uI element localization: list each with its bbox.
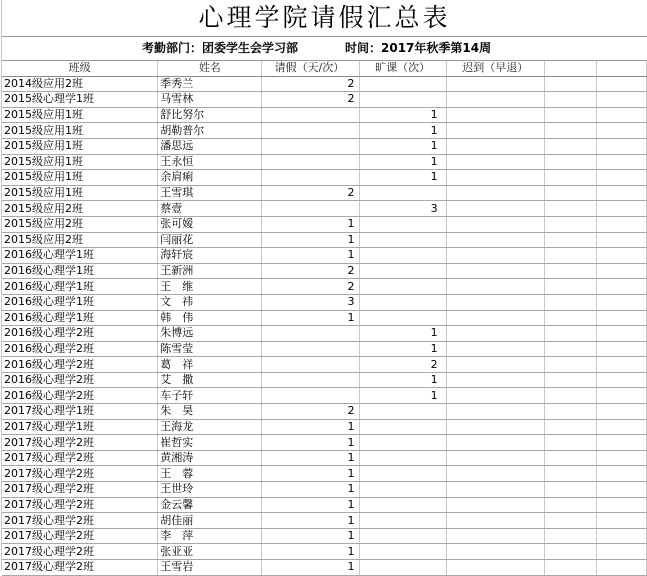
- absent-cell: 3: [359, 201, 446, 217]
- empty-cell: [596, 294, 646, 310]
- empty-cell: [596, 450, 646, 466]
- leave-cell: 2: [262, 404, 359, 420]
- leave-cell: [262, 388, 359, 404]
- table-row: [2, 372, 647, 388]
- empty-cell: [596, 123, 646, 139]
- class-cell: 2016级心理学1班: [2, 294, 158, 310]
- class-cell: 2015级应用2班: [2, 201, 158, 217]
- table-row: [2, 544, 647, 560]
- leave-cell: [262, 341, 359, 357]
- department-label: 考勤部门：团委学生会学习部: [142, 41, 299, 55]
- class-cell: 2016级心理学1班: [2, 248, 158, 264]
- class-cell: 2017级心理学2班: [2, 528, 158, 544]
- leave-cell: 1: [262, 466, 359, 482]
- leave-cell: 2: [262, 92, 359, 108]
- late-cell: [446, 138, 544, 154]
- table-row: [2, 201, 647, 217]
- class-cell: 2017级心理学2班: [2, 466, 158, 482]
- empty-cell: [596, 138, 646, 154]
- empty-cell: [544, 76, 596, 92]
- absent-cell: [359, 404, 446, 420]
- class-cell: 2015级应用1班: [2, 154, 158, 170]
- leave-cell: 1: [262, 528, 359, 544]
- empty-cell: [596, 61, 646, 76]
- class-cell: 2016级心理学2班: [2, 357, 158, 373]
- table-row: [2, 560, 647, 576]
- empty-cell: [596, 435, 646, 451]
- empty-cell: [544, 107, 596, 123]
- name-cell: 朱博远: [158, 326, 262, 342]
- leave-cell: 2: [262, 279, 359, 295]
- leave-cell: 1: [262, 216, 359, 232]
- late-cell: [446, 92, 544, 108]
- table-row: [2, 263, 647, 279]
- table-row: [2, 466, 647, 482]
- empty-cell: [544, 450, 596, 466]
- leave-cell: 1: [262, 497, 359, 513]
- absent-cell: [359, 294, 446, 310]
- table-row: [2, 123, 647, 139]
- table-row: [2, 232, 647, 248]
- class-cell: 2015级应用1班: [2, 170, 158, 186]
- absent-cell: [359, 76, 446, 92]
- late-cell: [446, 76, 544, 92]
- sheet-subtitle: [2, 37, 647, 61]
- name-cell: 王 维: [158, 279, 262, 295]
- name-cell: 季秀兰: [158, 76, 262, 92]
- leave-cell: 1: [262, 544, 359, 560]
- empty-cell: [596, 372, 646, 388]
- absent-cell: 1: [359, 388, 446, 404]
- table-row: [2, 138, 647, 154]
- absent-cell: [359, 466, 446, 482]
- name-cell: 崔哲实: [158, 435, 262, 451]
- name-cell: 王新洲: [158, 263, 262, 279]
- class-cell: 2017级心理学2班: [2, 560, 158, 576]
- table-row: [2, 513, 647, 529]
- absent-cell: [359, 216, 446, 232]
- table-row: [2, 92, 647, 108]
- empty-cell: [544, 294, 596, 310]
- empty-cell: [596, 154, 646, 170]
- leave-cell: 2: [262, 185, 359, 201]
- absent-cell: [359, 263, 446, 279]
- late-cell: [446, 357, 544, 373]
- class-cell: 2015级应用1班: [2, 185, 158, 201]
- late-cell: [446, 294, 544, 310]
- table-row: [2, 326, 647, 342]
- empty-cell: [544, 513, 596, 529]
- empty-cell: [544, 92, 596, 108]
- name-cell: 王 蓉: [158, 466, 262, 482]
- leave-cell: 1: [262, 419, 359, 435]
- leave-table: [2, 61, 647, 576]
- late-cell: [446, 279, 544, 295]
- absent-cell: [359, 185, 446, 201]
- late-cell: [446, 232, 544, 248]
- table-row: [2, 248, 647, 264]
- late-cell: [446, 388, 544, 404]
- empty-cell: [544, 201, 596, 217]
- class-cell: 2016级心理学1班: [2, 310, 158, 326]
- empty-cell: [544, 248, 596, 264]
- table-row: [2, 154, 647, 170]
- empty-cell: [544, 497, 596, 513]
- empty-cell: [596, 482, 646, 498]
- absent-cell: 2: [359, 357, 446, 373]
- empty-cell: [544, 372, 596, 388]
- empty-cell: [596, 76, 646, 92]
- empty-cell: [544, 544, 596, 560]
- table-row: [2, 170, 647, 186]
- table-row: [2, 482, 647, 498]
- late-cell: [446, 216, 544, 232]
- late-cell: [446, 326, 544, 342]
- late-cell: [446, 372, 544, 388]
- late-cell: [446, 466, 544, 482]
- sheet-title: 心理学院请假汇总表: [2, 0, 647, 37]
- class-cell: 2017级心理学2班: [2, 450, 158, 466]
- table-row: [2, 497, 647, 513]
- leave-cell: 1: [262, 560, 359, 576]
- leave-cell: [262, 326, 359, 342]
- name-cell: 葛 祥: [158, 357, 262, 373]
- empty-cell: [596, 466, 646, 482]
- empty-cell: [596, 216, 646, 232]
- name-cell: 胡勒普尔: [158, 123, 262, 139]
- name-cell: 韩 伟: [158, 310, 262, 326]
- table-row: [2, 310, 647, 326]
- late-cell: [446, 404, 544, 420]
- class-cell: 2016级心理学1班: [2, 279, 158, 295]
- empty-cell: [596, 419, 646, 435]
- empty-cell: [544, 388, 596, 404]
- leave-cell: [262, 154, 359, 170]
- absent-cell: 1: [359, 170, 446, 186]
- absent-cell: 1: [359, 326, 446, 342]
- name-cell: 张可嫒: [158, 216, 262, 232]
- empty-cell: [544, 357, 596, 373]
- leave-cell: [262, 170, 359, 186]
- leave-cell: [262, 357, 359, 373]
- class-cell: 2017级心理学2班: [2, 513, 158, 529]
- empty-cell: [596, 404, 646, 420]
- header-absent: 旷课（次）: [359, 61, 446, 76]
- absent-cell: [359, 310, 446, 326]
- header-late: 迟到（早退）: [446, 61, 544, 76]
- late-cell: [446, 482, 544, 498]
- table-row: [2, 419, 647, 435]
- table-row: [2, 107, 647, 123]
- name-cell: 王永恒: [158, 154, 262, 170]
- name-cell: 王世玲: [158, 482, 262, 498]
- late-cell: [446, 435, 544, 451]
- late-cell: [446, 263, 544, 279]
- name-cell: 文 祎: [158, 294, 262, 310]
- late-cell: [446, 154, 544, 170]
- absent-cell: [359, 497, 446, 513]
- empty-cell: [596, 263, 646, 279]
- empty-cell: [544, 482, 596, 498]
- leave-cell: 1: [262, 232, 359, 248]
- name-cell: 胡佳丽: [158, 513, 262, 529]
- header-row: [2, 61, 647, 76]
- empty-cell: [544, 419, 596, 435]
- name-cell: 艾 撒: [158, 372, 262, 388]
- class-cell: 2015级应用1班: [2, 107, 158, 123]
- class-cell: 2015级应用1班: [2, 138, 158, 154]
- late-cell: [446, 341, 544, 357]
- absent-cell: [359, 482, 446, 498]
- absent-cell: [359, 92, 446, 108]
- absent-cell: 1: [359, 154, 446, 170]
- table-row: [2, 357, 647, 373]
- name-cell: 潘思远: [158, 138, 262, 154]
- late-cell: [446, 107, 544, 123]
- leave-cell: [262, 372, 359, 388]
- name-cell: 王雪岩: [158, 560, 262, 576]
- name-cell: 马雪林: [158, 92, 262, 108]
- late-cell: [446, 497, 544, 513]
- empty-cell: [596, 341, 646, 357]
- empty-cell: [544, 61, 596, 76]
- table-row: [2, 450, 647, 466]
- name-cell: 李 萍: [158, 528, 262, 544]
- empty-cell: [544, 170, 596, 186]
- empty-cell: [596, 544, 646, 560]
- leave-cell: 1: [262, 513, 359, 529]
- class-cell: 2014级应用2班: [2, 76, 158, 92]
- header-class: 班级: [2, 61, 158, 76]
- leave-cell: 1: [262, 248, 359, 264]
- late-cell: [446, 528, 544, 544]
- leave-cell: [262, 123, 359, 139]
- late-cell: [446, 513, 544, 529]
- class-cell: 2017级心理学2班: [2, 435, 158, 451]
- table-row: [2, 279, 647, 295]
- leave-cell: [262, 138, 359, 154]
- late-cell: [446, 419, 544, 435]
- empty-cell: [544, 154, 596, 170]
- absent-cell: [359, 528, 446, 544]
- name-cell: 舒比努尔: [158, 107, 262, 123]
- class-cell: 2015级应用1班: [2, 123, 158, 139]
- absent-cell: 1: [359, 372, 446, 388]
- late-cell: [446, 123, 544, 139]
- absent-cell: [359, 419, 446, 435]
- class-cell: 2016级心理学1班: [2, 263, 158, 279]
- leave-cell: 1: [262, 435, 359, 451]
- absent-cell: 1: [359, 341, 446, 357]
- empty-cell: [544, 123, 596, 139]
- empty-cell: [544, 466, 596, 482]
- late-cell: [446, 450, 544, 466]
- absent-cell: [359, 560, 446, 576]
- late-cell: [446, 310, 544, 326]
- absent-cell: [359, 544, 446, 560]
- empty-cell: [596, 357, 646, 373]
- name-cell: 王海龙: [158, 419, 262, 435]
- empty-cell: [596, 560, 646, 576]
- empty-cell: [596, 528, 646, 544]
- empty-cell: [596, 92, 646, 108]
- class-cell: 2016级心理学2班: [2, 372, 158, 388]
- class-cell: 2015级心理学1班: [2, 92, 158, 108]
- absent-cell: [359, 248, 446, 264]
- empty-cell: [596, 170, 646, 186]
- leave-cell: 1: [262, 450, 359, 466]
- table-row: [2, 528, 647, 544]
- table-row: [2, 341, 647, 357]
- empty-cell: [596, 107, 646, 123]
- empty-cell: [596, 232, 646, 248]
- empty-cell: [544, 341, 596, 357]
- table-row: [2, 435, 647, 451]
- absent-cell: 1: [359, 107, 446, 123]
- empty-cell: [544, 279, 596, 295]
- header-leave: 请假（天/次）: [262, 61, 359, 76]
- leave-cell: [262, 107, 359, 123]
- late-cell: [446, 170, 544, 186]
- name-cell: 车子轩: [158, 388, 262, 404]
- empty-cell: [544, 528, 596, 544]
- name-cell: 张亚亚: [158, 544, 262, 560]
- class-cell: 2017级心理学2班: [2, 482, 158, 498]
- table-row: [2, 404, 647, 420]
- empty-cell: [544, 216, 596, 232]
- header-name: 姓名: [158, 61, 262, 76]
- absent-cell: [359, 279, 446, 295]
- class-cell: 2016级心理学2班: [2, 326, 158, 342]
- leave-cell: 2: [262, 263, 359, 279]
- name-cell: 余肩痢: [158, 170, 262, 186]
- empty-cell: [596, 279, 646, 295]
- attendance-sheet: [1, 0, 647, 574]
- empty-cell: [544, 326, 596, 342]
- name-cell: 蔡壹: [158, 201, 262, 217]
- table-row: [2, 294, 647, 310]
- class-cell: 2015级应用2班: [2, 216, 158, 232]
- late-cell: [446, 544, 544, 560]
- absent-cell: 1: [359, 138, 446, 154]
- time-label: 时间：2017年秋季第14周: [345, 41, 492, 55]
- name-cell: 海轩宸: [158, 248, 262, 264]
- late-cell: [446, 185, 544, 201]
- table-row: [2, 185, 647, 201]
- absent-cell: [359, 513, 446, 529]
- empty-cell: [596, 310, 646, 326]
- leave-cell: 1: [262, 310, 359, 326]
- class-cell: 2016级心理学2班: [2, 388, 158, 404]
- name-cell: 王雪琪: [158, 185, 262, 201]
- empty-cell: [544, 435, 596, 451]
- empty-cell: [596, 497, 646, 513]
- late-cell: [446, 201, 544, 217]
- table-row: [2, 216, 647, 232]
- table-row: [2, 388, 647, 404]
- late-cell: [446, 560, 544, 576]
- name-cell: 朱 昊: [158, 404, 262, 420]
- class-cell: 2017级心理学2班: [2, 544, 158, 560]
- leave-cell: 1: [262, 482, 359, 498]
- empty-cell: [544, 310, 596, 326]
- class-cell: 2017级心理学2班: [2, 497, 158, 513]
- empty-cell: [544, 560, 596, 576]
- empty-cell: [596, 248, 646, 264]
- empty-cell: [596, 513, 646, 529]
- class-cell: 2017级心理学1班: [2, 419, 158, 435]
- absent-cell: [359, 232, 446, 248]
- empty-cell: [596, 201, 646, 217]
- leave-cell: [262, 201, 359, 217]
- empty-cell: [596, 388, 646, 404]
- class-cell: 2017级心理学1班: [2, 404, 158, 420]
- class-cell: 2016级心理学2班: [2, 341, 158, 357]
- late-cell: [446, 248, 544, 264]
- empty-cell: [544, 404, 596, 420]
- empty-cell: [544, 185, 596, 201]
- name-cell: 陈雪莹: [158, 341, 262, 357]
- table-row: [2, 76, 647, 92]
- empty-cell: [596, 326, 646, 342]
- leave-cell: 2: [262, 76, 359, 92]
- empty-cell: [544, 263, 596, 279]
- empty-cell: [596, 185, 646, 201]
- name-cell: 金云馨: [158, 497, 262, 513]
- leave-cell: 3: [262, 294, 359, 310]
- empty-cell: [544, 138, 596, 154]
- empty-cell: [544, 232, 596, 248]
- absent-cell: [359, 450, 446, 466]
- name-cell: 黄湘涛: [158, 450, 262, 466]
- name-cell: 闫丽花: [158, 232, 262, 248]
- absent-cell: 1: [359, 123, 446, 139]
- class-cell: 2015级应用2班: [2, 232, 158, 248]
- absent-cell: [359, 435, 446, 451]
